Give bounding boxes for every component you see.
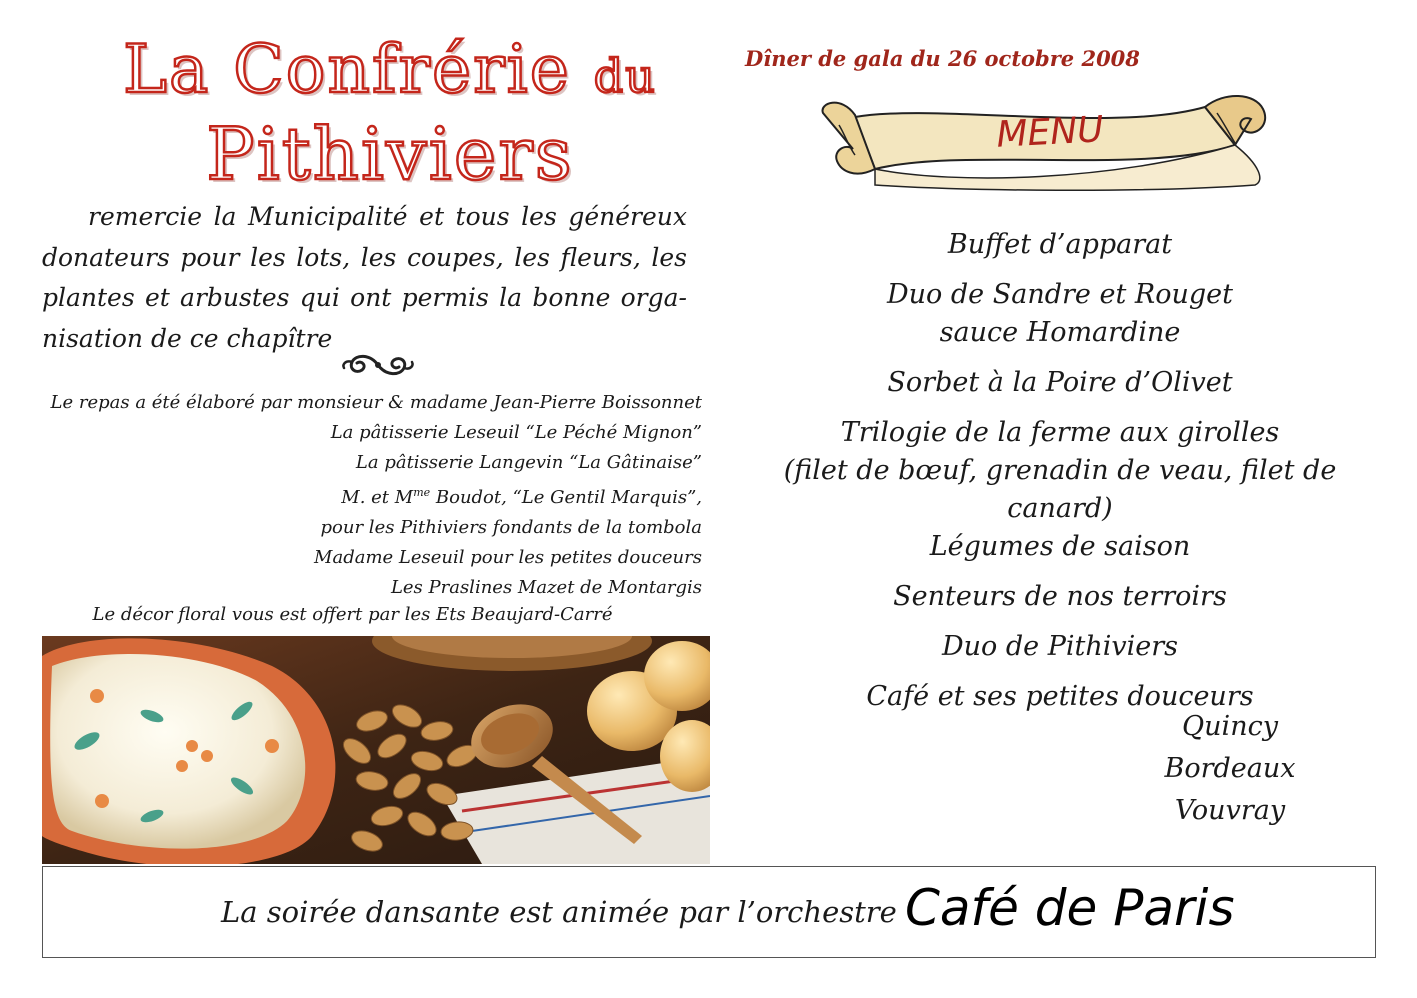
credit-line: Le repas a été élaboré par monsieur & madame Jean-Pierre Boissonnet (50, 392, 702, 413)
menu-item (760, 364, 1360, 402)
title-line-2: Pithiviers (206, 112, 574, 196)
menu-heading: MENU (995, 109, 1105, 156)
menu-item-line: Duo de Pithiviers (941, 631, 1179, 662)
menu-item-line: Buffet d’apparat (947, 229, 1173, 260)
credit-boudot-prefix: M. et M (341, 487, 414, 508)
menu-item-line: Café et ses petites douceurs (866, 681, 1254, 712)
menu-item (760, 578, 1360, 616)
floral-credit: Le décor floral vous est offert par les Ets Beaujard-Carré (92, 604, 613, 625)
credit-boudot-suffix: Boudot, “Le Gentil Marquis”, (430, 487, 702, 508)
menu-item-sub: Légumes de saison (929, 531, 1191, 562)
credit-line: Madame Leseuil pour les petites douceurs (314, 547, 702, 568)
credit-line: pour les Pithiviers fondants de la tombola (320, 517, 702, 538)
menu-item-line: Trilogie de la ferme aux girolles (840, 417, 1280, 448)
page-title (70, 30, 710, 200)
credits-list (40, 388, 702, 603)
menu-item (760, 226, 1360, 264)
wine-list (1155, 706, 1305, 832)
menu-item-line: Sorbet à la Poire d’Olivet (887, 367, 1233, 398)
credit-line: La pâtisserie Leseuil “Le Péché Mignon” (330, 422, 702, 443)
wine-item: Quincy (1182, 711, 1278, 742)
fleuron-ornament-icon (340, 350, 416, 380)
title-du: du (593, 49, 657, 103)
wine-item: Bordeaux (1164, 753, 1296, 784)
credit-line: La pâtisserie Langevin “La Gâtinaise” (355, 452, 702, 473)
pastry-photo (42, 636, 710, 864)
credit-line: Les Praslines Mazet de Montargis (390, 577, 702, 598)
orchestra-box (42, 866, 1376, 958)
menu-item-line: Duo de Sandre et Rouget (887, 279, 1233, 310)
menu-item (760, 414, 1360, 566)
orchestra-intro: La soirée dansante est animée par l’orchestre (221, 895, 897, 929)
orchestra-name: Café de Paris (905, 879, 1235, 937)
credit-boudot-sup: me (413, 486, 431, 499)
menu-item-sub: (filet de bœuf, grenadin de veau, filet de canard) (783, 455, 1337, 524)
menu-item-line: Senteurs de nos terroirs (893, 581, 1227, 612)
thanks-paragraph: remercie la Municipalité et tous les généreux donateurs pour les lots, les coupes, les fleurs, les plantes et arbustes qui ont permis la bonne orga-nisation de ce chapître (42, 202, 687, 353)
title-confrerie: La Confrérie (123, 31, 571, 108)
gala-date: Dîner de gala du 26 octobre 2008 (745, 46, 1140, 71)
menu-list (760, 226, 1360, 728)
menu-item (760, 628, 1360, 666)
wine-item: Vouvray (1174, 795, 1286, 826)
title-line-1 (70, 30, 710, 116)
credit-line-boudot (40, 478, 702, 513)
menu-item (760, 276, 1360, 352)
menu-item-sub: sauce Homardine (939, 317, 1181, 348)
